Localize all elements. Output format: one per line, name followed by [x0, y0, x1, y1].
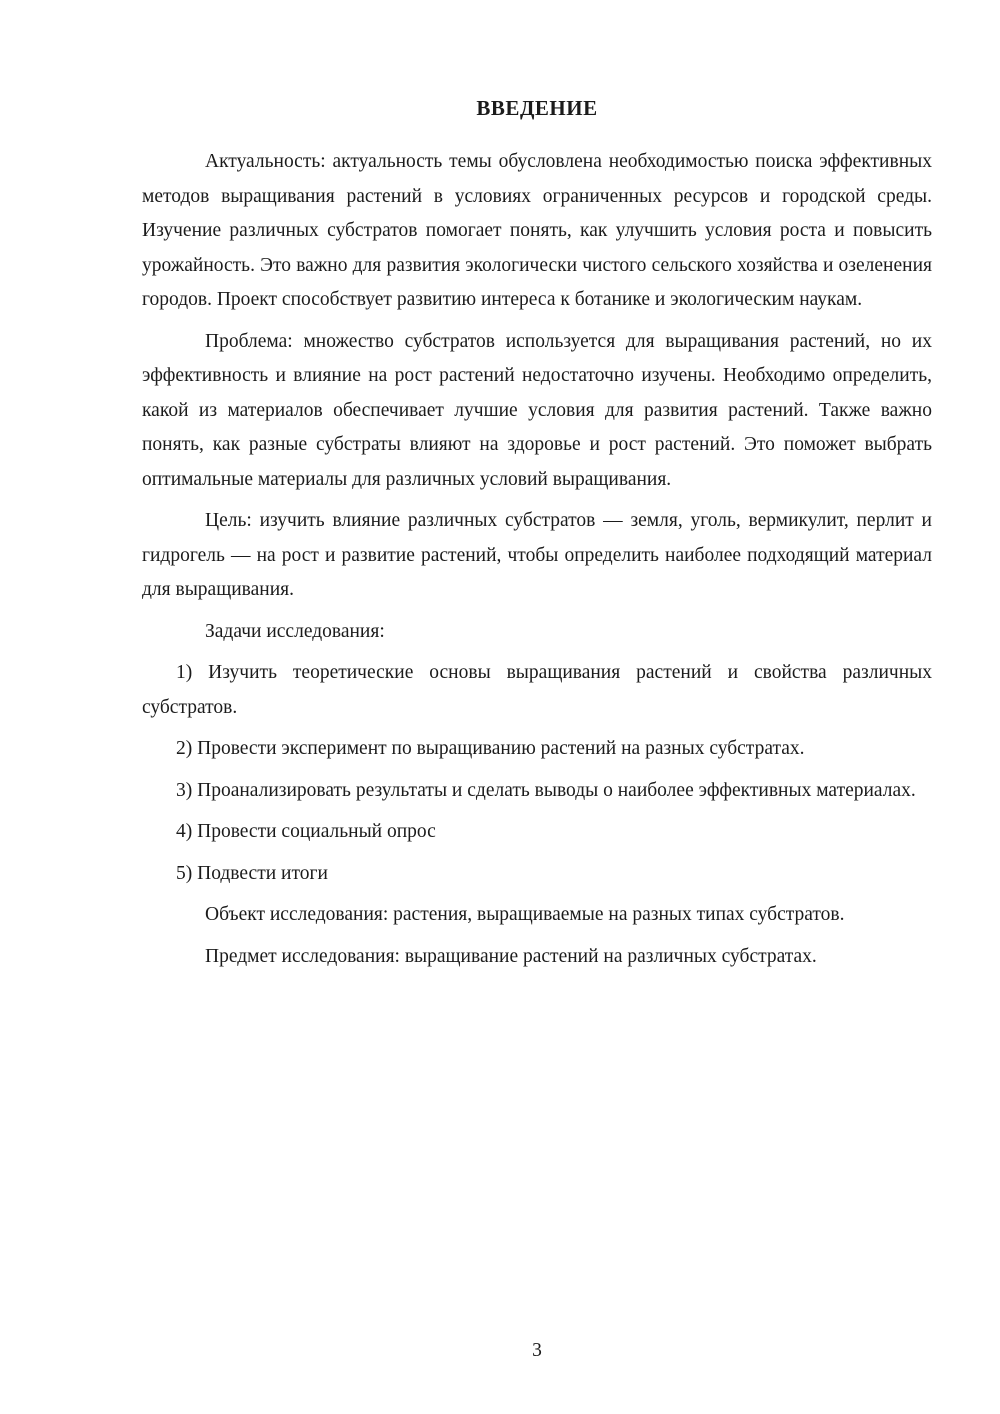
paragraph-relevance: Актуальность: актуальность темы обусловлена необходимостью поиска эффективных методов выращивания растений в условиях ограниченных ресурсов и городской среды. Изучение различных субстратов помогает понять, как улучшить условия роста и повысить урожайность. Это важно для развития экологически чистого сельского хозяйства и озеленения городов. Проект способствует развитию интереса к ботанике и экологическим наукам.: [142, 151, 932, 310]
page-number: 3: [532, 1340, 542, 1361]
task-item: 3) Проанализировать результаты и сделать выводы о наиболее эффективных материалах.: [176, 779, 916, 801]
paragraph-tasks-heading: Задачи исследования:: [205, 620, 385, 642]
paragraph-object: Объект исследования: растения, выращиваемые на разных типах субстратов.: [205, 904, 845, 925]
paragraph-problem: Проблема: множество субстратов используется для выращивания растений, но их эффективность и влияние на рост растений недостаточно изучены. Необходимо определить, какой из материалов обеспечивает лучшие условия для развития растений. Также важно понять, как разные субстраты влияют на здоровье и рост растений. Это поможет выбрать оптимальные материалы для различных условий выращивания.: [142, 330, 932, 490]
page-title: ВВЕДЕНИЕ: [476, 96, 598, 120]
paragraph-goal: Цель: изучить влияние различных субстратов — земля, уголь, вермикулит, перлит и гидрогель — на рост и развитие растений, чтобы определить наиболее подходящий материал для выращивания.: [142, 510, 932, 600]
task-item: 2) Провести эксперимент по выращиванию растений на разных субстратах.: [176, 738, 805, 759]
paragraph-subject: Предмет исследования: выращивание растений на различных субстратах.: [205, 945, 817, 967]
task-item: 1) Изучить теоретические основы выращивания растений и свойства различных субстратов.: [142, 662, 932, 718]
task-item: 5) Подвести итоги: [176, 862, 328, 884]
document-page: [142, 96, 932, 981]
task-item: 4) Провести социальный опрос: [176, 821, 436, 842]
